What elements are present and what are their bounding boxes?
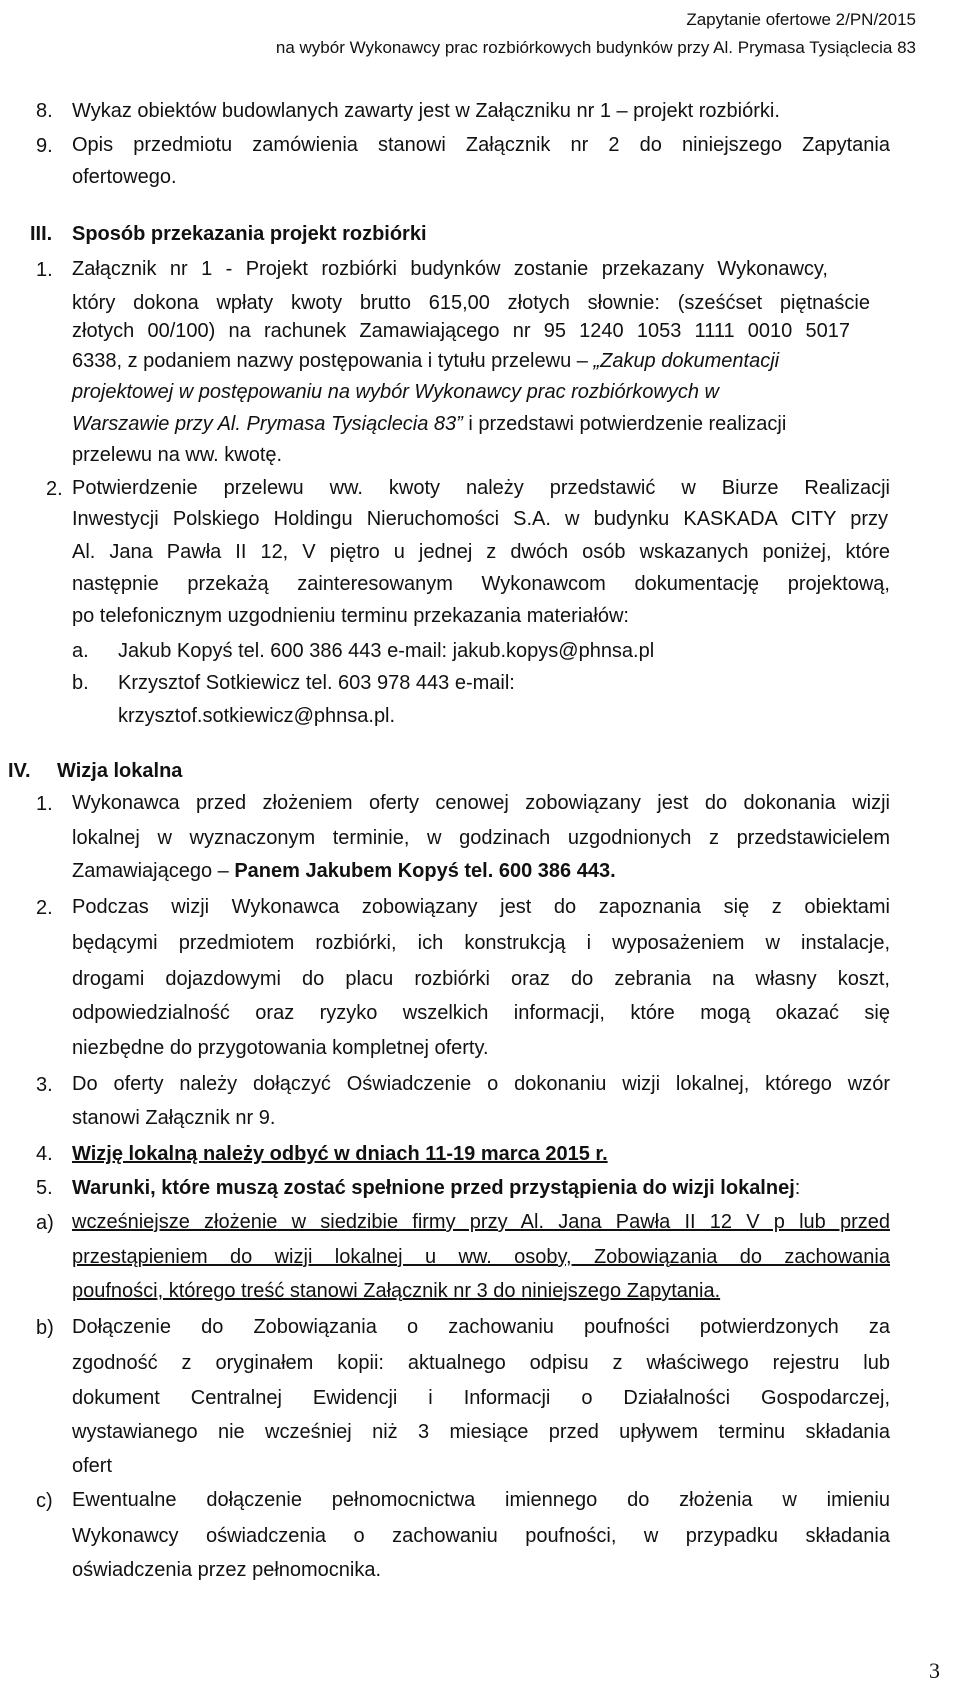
s4-b-line-1: Dołączenie do Zobowiązania o zachowaniu poufności potwierdzonych za — [72, 1316, 890, 1338]
s3-item-1-line-4-title: „Zakup dokumentacji — [593, 350, 780, 372]
s4-p2-line-4: odpowiedzialność oraz ryzyko wszelkich informacji, które mogą okazać się — [72, 1002, 890, 1024]
contact-a-label: a. — [72, 640, 89, 662]
s4-c-label: c) — [36, 1490, 53, 1512]
s4-p5-colon: : — [794, 1177, 801, 1199]
s4-p3-line-2: stanowi Załącznik nr 9. — [72, 1107, 276, 1129]
s3-item-2-line-1: Potwierdzenie przelewu ww. kwoty należy przedstawić w Biurze Realizacji — [72, 477, 890, 499]
s3-item-1-line-6 — [72, 410, 786, 438]
s3-item-1-line-7: przelewu na ww. kwotę. — [72, 444, 283, 466]
item-9-line-1: Opis przedmiotu zamówienia stanowi Załącznik nr 2 do niniejszego Zapytania — [72, 134, 890, 156]
section-4-number: IV. — [8, 760, 31, 782]
s4-p3-line-1: Do oferty należy dołączyć Oświadczenie o dokonaniu wizji lokalnej, którego wzór — [72, 1073, 890, 1095]
s4-b-line-3: dokument Centralnej Ewidencji i Informacji o Działalności Gospodarczej, — [72, 1387, 890, 1409]
s4-b-label: b) — [36, 1317, 54, 1339]
s4-p5-number: 5. — [36, 1177, 53, 1199]
s3-item-1-line-5: projektowej w postępowaniu na wybór Wykonawcy prac rozbiórkowych w — [72, 381, 719, 403]
item-8-number: 8. — [36, 100, 53, 122]
s4-p3-number: 3. — [36, 1074, 53, 1096]
s4-p2-number: 2. — [36, 897, 53, 919]
s4-p4-line-1: Wizję lokalną należy odbyć w dniach 11-19 marca 2015 r. — [72, 1143, 608, 1165]
s4-p2-line-2: będącymi przedmiotem rozbiórki, ich konstrukcją i wyposażeniem w instalacje, — [72, 932, 890, 954]
item-9-line-2: ofertowego. — [72, 166, 177, 188]
s3-item-1-line-4-text: 6338, z podaniem nazwy postępowania i tytułu przelewu – — [72, 350, 594, 372]
s4-b-line-5: ofert — [72, 1455, 113, 1477]
s4-p2-line-5: niezbędne do przygotowania kompletnej oferty. — [72, 1037, 489, 1059]
s3-item-2-line-5: po telefonicznym uzgodnieniu terminu przekazania materiałów: — [72, 605, 629, 627]
s4-p1-number: 1. — [36, 793, 53, 815]
s4-a-line-2: przestąpieniem do wizji lokalnej u ww. osoby, Zobowiązania do zachowania — [72, 1246, 890, 1268]
s4-c-line-2: Wykonawcy oświadczenia o zachowaniu poufności, w przypadku składania — [72, 1525, 890, 1547]
s3-item-2-line-3: Al. Jana Pawła II 12, V piętro u jednej z dwóch osób wskazanych poniżej, które — [72, 541, 890, 563]
page-header — [276, 6, 916, 62]
s3-item-2-line-4: następnie przekażą zainteresowanym Wykonawcom dokumentację projektową, — [72, 573, 890, 595]
s3-item-1-line-2: który dokona wpłaty kwoty brutto 615,00 złotych słownie: (sześćset piętnaście — [72, 292, 870, 314]
s4-p1-line-3-text: Zamawiającego – — [72, 860, 235, 882]
section-3-title: Sposób przekazania projekt rozbiórki — [72, 223, 427, 245]
s4-a-line-3: poufności, którego treść stanowi Załącznik nr 3 do niniejszego Zapytania. — [72, 1280, 721, 1302]
s4-p4-number: 4. — [36, 1143, 53, 1165]
contact-a-text: Jakub Kopyś tel. 600 386 443 e-mail: jakub.kopys@phnsa.pl — [118, 640, 655, 662]
s3-item-1-line-4 — [72, 347, 779, 375]
s4-p5-heading: Warunki, które muszą zostać spełnione przed przystąpienia do wizji lokalnej — [72, 1177, 795, 1199]
s4-a-label: a) — [36, 1212, 54, 1234]
s3-item-1-line-1: Załącznik nr 1 - Projekt rozbiórki budynków zostanie przekazany Wykonawcy, — [72, 258, 828, 280]
s3-item-1-line-6-title: Warszawie przy Al. Prymasa Tysiąclecia 83” — [72, 413, 463, 435]
s3-item-1-line-3: złotych 00/100) na rachunek Zamawiającego nr 95 1240 1053 1111 0010 5017 — [72, 320, 850, 342]
section-3-number: III. — [30, 223, 53, 245]
s4-c-line-1: Ewentualne dołączenie pełnomocnictwa imiennego do złożenia w imieniu — [72, 1489, 890, 1511]
contact-b-line-1: Krzysztof Sotkiewicz tel. 603 978 443 e-mail: — [118, 672, 515, 694]
contact-b-label: b. — [72, 672, 89, 694]
s4-b-line-4: wystawianego nie wcześniej niż 3 miesiące przed upływem terminu składania — [72, 1421, 890, 1443]
s4-p2-line-1: Podczas wizji Wykonawca zobowiązany jest do zapoznania się z obiektami — [72, 896, 890, 918]
s4-p1-line-1: Wykonawca przed złożeniem oferty cenowej zobowiązany jest do dokonania wizji — [72, 792, 890, 814]
section-4-title: Wizja lokalna — [57, 760, 183, 782]
s4-p5-line-1 — [72, 1174, 800, 1202]
s4-p1-line-3-contact: Panem Jakubem Kopyś tel. 600 386 443. — [234, 860, 616, 882]
s3-item-1-line-6-text: i przedstawi potwierdzenie realizacji — [462, 413, 787, 435]
s4-p1-line-2: lokalnej w wyznaczonym terminie, w godzinach uzgodnionych z przedstawicielem — [72, 827, 890, 849]
item-9-number: 9. — [36, 135, 53, 157]
s3-item-1-number: 1. — [36, 259, 53, 281]
s4-b-line-2: zgodność z oryginałem kopii: aktualnego odpisu z właściwego rejestru lub — [72, 1352, 890, 1374]
header-line-1: Zapytanie ofertowe 2/PN/2015 — [686, 10, 916, 29]
s4-p2-line-3: drogami dojazdowymi do placu rozbiórki oraz do zebrania na własny koszt, — [72, 968, 890, 990]
item-8-text: Wykaz obiektów budowlanych zawarty jest w Załączniku nr 1 – projekt rozbiórki. — [72, 100, 780, 122]
s3-item-2-number: 2. — [46, 478, 63, 500]
s4-a-line-1: wcześniejsze złożenie w siedzibie firmy przy Al. Jana Pawła II 12 V p lub przed — [72, 1211, 890, 1233]
page-number: 3 — [929, 1658, 940, 1683]
s3-item-2-line-2: Inwestycji Polskiego Holdingu Nieruchomości S.A. w budynku KASKADA CITY przy — [72, 508, 888, 530]
header-line-2: na wybór Wykonawcy prac rozbiórkowych budynków przy Al. Prymasa Tysiąclecia 83 — [275, 38, 916, 57]
s4-c-line-3: oświadczenia przez pełnomocnika. — [72, 1559, 382, 1581]
s4-p1-line-3 — [72, 857, 616, 885]
contact-b-line-2: krzysztof.sotkiewicz@phnsa.pl. — [118, 705, 396, 727]
